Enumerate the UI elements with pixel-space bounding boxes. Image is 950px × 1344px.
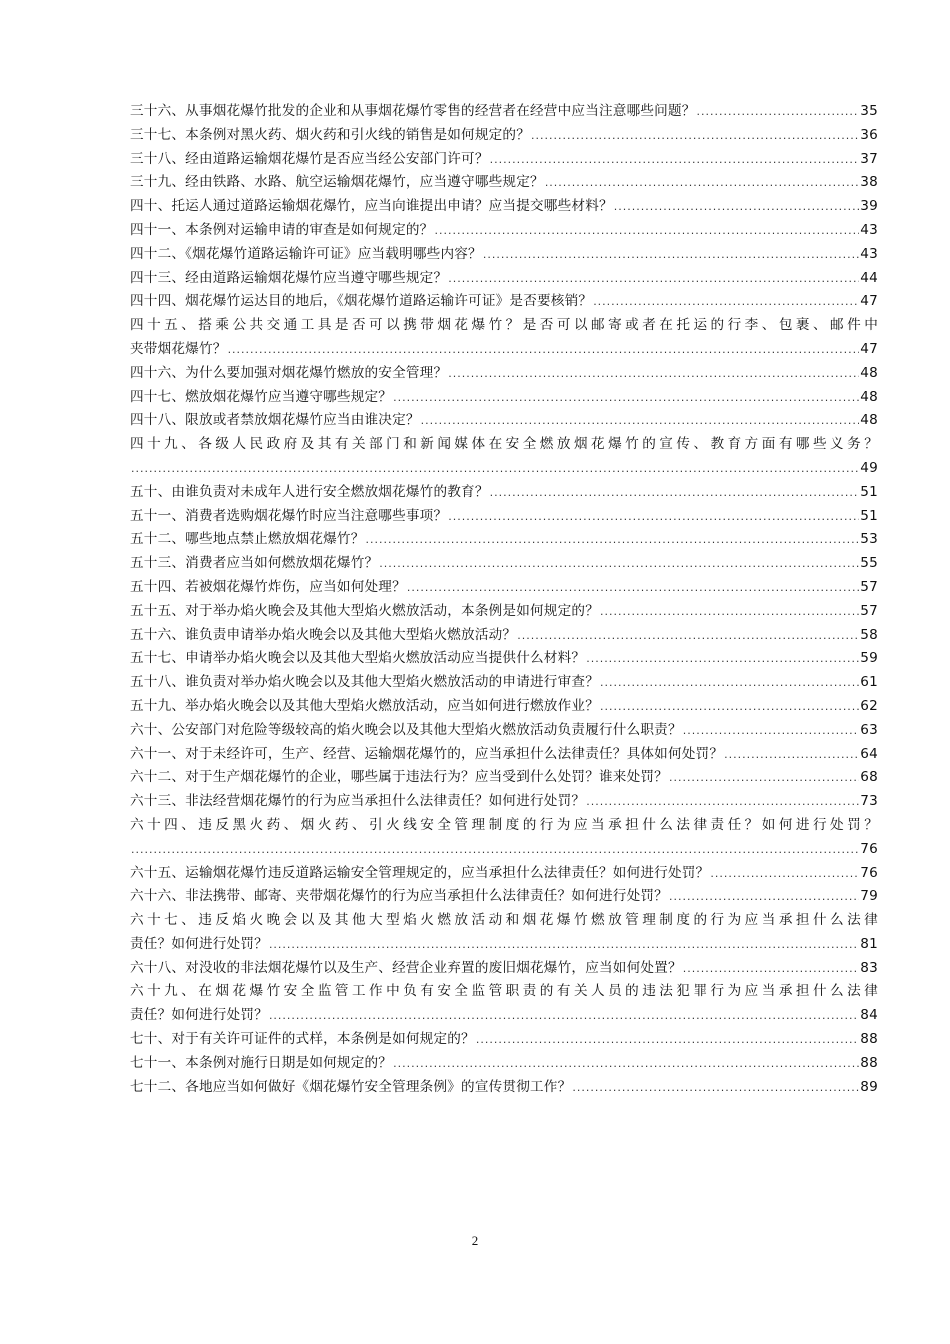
- toc-page-number: 76: [860, 864, 878, 881]
- dot-leader: [269, 933, 859, 957]
- toc-page-number: 68: [860, 769, 878, 786]
- toc-entry[interactable]: [130, 100, 878, 124]
- dot-leader: [669, 885, 859, 909]
- toc-entry-title: 三十九、经由铁路、水路、航空运输烟花爆竹，应当遵守哪些规定？: [130, 174, 544, 191]
- toc-entry[interactable]: [130, 481, 878, 505]
- toc-entry-title: 六十六、非法携带、邮寄、夹带烟花爆竹的行为应当承担什么法律责任？如何进行处罚？: [130, 888, 668, 905]
- toc-entry-title: 四十、托运人通过道路运输烟花爆竹，应当向谁提出申请？应当提交哪些材料？: [130, 198, 613, 215]
- toc-page-number: 47: [860, 293, 878, 310]
- dot-leader: [434, 219, 859, 243]
- dot-leader: [600, 600, 859, 624]
- toc-page-number: 63: [860, 721, 878, 738]
- toc-entry-title: 四十六、为什么要加强对烟花爆竹燃放的安全管理？: [130, 364, 448, 381]
- toc-entry-title: 五十六、谁负责申请举办焰火晚会以及其他大型焰火燃放活动？: [130, 626, 517, 643]
- toc-entry-title: 六十三、非法经营烟花爆竹的行为应当承担什么法律责任？如何进行处罚？: [130, 793, 586, 810]
- toc-entry[interactable]: [130, 409, 878, 433]
- toc-entry-title: 三十八、经由道路运输烟花爆竹是否应当经公安部门许可？: [130, 150, 489, 167]
- toc-entry-title: 五十八、谁负责对举办焰火晚会以及其他大型焰火燃放活动的申请进行审查？: [130, 674, 599, 691]
- toc-entry-title-line1: 六十四、违反黑火药、烟火药、引火线安全管理制度的行为应当承担什么法律责任？如何进行处罚？: [130, 816, 878, 833]
- toc-entry[interactable]: [130, 171, 878, 195]
- toc-entry[interactable]: [130, 290, 878, 314]
- toc-page-number: 73: [860, 793, 878, 810]
- toc-page-number: 57: [860, 602, 878, 619]
- toc-page-number: 48: [860, 388, 878, 405]
- toc-entry[interactable]: [130, 671, 878, 695]
- toc-entry[interactable]: [130, 1052, 878, 1076]
- dot-leader: [572, 1076, 859, 1100]
- dot-leader: [517, 624, 859, 648]
- toc-page-number: 76: [860, 840, 878, 857]
- toc-entry[interactable]: [130, 980, 878, 1028]
- toc-page-number: 48: [860, 364, 878, 381]
- dot-leader: [476, 1028, 859, 1052]
- toc-page-number: 51: [860, 507, 878, 524]
- toc-entry[interactable]: [130, 576, 878, 600]
- toc-entry[interactable]: [130, 885, 878, 909]
- toc-entry[interactable]: [130, 267, 878, 291]
- toc-entry[interactable]: [130, 528, 878, 552]
- toc-entry[interactable]: [130, 124, 878, 148]
- toc-page-number: 64: [860, 745, 878, 762]
- toc-page-number: 43: [860, 245, 878, 262]
- page-number: 2: [471, 1233, 479, 1248]
- dot-leader: [421, 409, 860, 433]
- toc-page-number: 81: [860, 935, 878, 952]
- toc-page-number: 39: [860, 198, 878, 215]
- toc-entry[interactable]: [130, 909, 878, 957]
- toc-entry[interactable]: [130, 362, 878, 386]
- toc-page-number: 55: [860, 555, 878, 572]
- toc-entry[interactable]: [130, 624, 878, 648]
- toc-page-number: 89: [860, 1078, 878, 1095]
- dot-leader: [448, 505, 859, 529]
- toc-entry-title: 五十、由谁负责对未成年人进行安全燃放烟花爆竹的教育？: [130, 483, 489, 500]
- dot-leader: [131, 457, 859, 481]
- toc-entry[interactable]: [130, 552, 878, 576]
- toc-page-number: 51: [860, 483, 878, 500]
- toc-entry-title: 六十、公安部门对危险等级较高的焰火晚会以及其他大型焰火燃放活动负责履行什么职责？: [130, 721, 682, 738]
- dot-leader: [393, 1052, 859, 1076]
- toc-page-number: 59: [860, 650, 878, 667]
- toc-page-number: 48: [860, 412, 878, 429]
- dot-leader: [483, 243, 859, 267]
- toc-entry-title: 三十六、从事烟花爆竹批发的企业和从事烟花爆竹零售的经营者在经营中应当注意哪些问题？: [130, 103, 696, 119]
- toc-page-number: 58: [860, 626, 878, 643]
- dot-leader: [600, 695, 859, 719]
- toc-entry-title-line1: 六十九、在烟花爆竹安全监管工作中负有安全监管职责的有关人员的违法犯罪行为应当承担什么法律: [130, 983, 878, 1000]
- toc-page-number: 49: [860, 459, 878, 476]
- dot-leader: [600, 671, 859, 695]
- toc-entry[interactable]: [130, 719, 878, 743]
- toc-entry[interactable]: [130, 243, 878, 267]
- toc-entry-title: 五十一、消费者选购烟花爆竹时应当注意哪些事项？: [130, 507, 448, 524]
- toc-entry[interactable]: [130, 314, 878, 362]
- dot-leader: [724, 743, 859, 767]
- dot-leader: [614, 195, 860, 219]
- toc-entry-title-line1: 四十五、搭乘公共交通工具是否可以携带烟花爆竹？是否可以邮寄或者在托运的行李、包裹、邮件中: [130, 317, 878, 334]
- dot-leader: [448, 362, 859, 386]
- dot-leader: [366, 528, 860, 552]
- toc-entry-title: 四十八、限放或者禁放烟花爆竹应当由谁决定？: [130, 412, 420, 429]
- toc-entry[interactable]: [130, 743, 878, 767]
- toc-entry-title: 四十二、《烟花爆竹道路运输许可证》应当载明哪些内容？: [130, 245, 482, 262]
- toc-entry-title: 六十八、对没收的非法烟花爆竹以及生产、经营企业弃置的废旧烟花爆竹，应当如何处置？: [130, 959, 682, 976]
- toc-entry[interactable]: [130, 148, 878, 172]
- toc-entry[interactable]: [130, 814, 878, 862]
- toc-page-number: 53: [860, 531, 878, 548]
- dot-leader: [379, 552, 859, 576]
- table-of-contents: [130, 100, 878, 1099]
- toc-entry[interactable]: [130, 647, 878, 671]
- toc-entry[interactable]: [130, 1076, 878, 1100]
- dot-leader: [683, 957, 860, 981]
- dot-leader: [683, 719, 860, 743]
- dot-leader: [407, 576, 859, 600]
- toc-page-number: 43: [860, 221, 878, 238]
- toc-entry-title: 五十二、哪些地点禁止燃放烟花爆竹？: [130, 531, 365, 548]
- toc-page-number: 35: [860, 103, 878, 119]
- toc-entry[interactable]: [130, 695, 878, 719]
- toc-entry-title: 四十四、烟花爆竹运达目的地后，《烟花爆竹道路运输许可证》是否要核销？: [130, 293, 593, 310]
- toc-entry[interactable]: [130, 219, 878, 243]
- dot-leader: [393, 386, 859, 410]
- toc-entry-title: 五十七、申请举办焰火晚会以及其他大型焰火燃放活动应当提供什么材料？: [130, 650, 586, 667]
- toc-page-number: 37: [860, 150, 878, 167]
- toc-entry[interactable]: [130, 790, 878, 814]
- dot-leader: [593, 290, 859, 314]
- toc-entry-title: 五十五、对于举办焰火晚会及其他大型焰火燃放活动，本条例是如何规定的？: [130, 602, 599, 619]
- toc-entry-title-line1: 六十七、违反焰火晚会以及其他大型焰火燃放活动和烟花爆竹燃放管理制度的行为应当承担什么法律: [130, 912, 878, 929]
- toc-entry[interactable]: [130, 505, 878, 529]
- toc-entry-title: 五十三、消费者应当如何燃放烟花爆竹？: [130, 555, 379, 572]
- toc-entry[interactable]: [130, 195, 878, 219]
- dot-leader: [531, 124, 859, 148]
- toc-entry-title: 五十九、举办焰火晚会以及其他大型焰火燃放活动，应当如何进行燃放作业？: [130, 697, 599, 714]
- toc-entry-title: 夹带烟花爆竹？: [130, 340, 227, 357]
- toc-entry-title: 四十一、本条例对运输申请的审查是如何规定的？: [130, 221, 434, 238]
- toc-entry[interactable]: [130, 766, 878, 790]
- toc-page-number: 38: [860, 174, 878, 191]
- toc-page-number: 57: [860, 578, 878, 595]
- dot-leader: [131, 838, 859, 862]
- toc-page-number: 88: [860, 1054, 878, 1071]
- toc-page-number: 83: [860, 959, 878, 976]
- dot-leader: [669, 766, 859, 790]
- toc-entry[interactable]: [130, 957, 878, 981]
- toc-entry-title: 六十一、对于未经许可，生产、经营、运输烟花爆竹的，应当承担什么法律责任？具体如何处罚？: [130, 745, 724, 762]
- toc-entry-title: 四十三、经由道路运输烟花爆竹应当遵守哪些规定？: [130, 269, 448, 286]
- dot-leader: [697, 100, 860, 124]
- toc-entry-title: 责任？如何进行处罚？: [130, 1007, 268, 1024]
- dot-leader: [586, 647, 859, 671]
- dot-leader: [448, 267, 859, 291]
- dot-leader: [586, 790, 859, 814]
- toc-page-number: 47: [860, 340, 878, 357]
- toc-page-number: 44: [860, 269, 878, 286]
- toc-entry-title: 七十、对于有关许可证件的式样，本条例是如何规定的？: [130, 1031, 475, 1048]
- toc-page-number: 61: [860, 674, 878, 691]
- toc-entry-title: 四十七、燃放烟花爆竹应当遵守哪些规定？: [130, 388, 393, 405]
- toc-page-number: 36: [860, 126, 878, 143]
- toc-entry-title: 责任？如何进行处罚？: [130, 935, 268, 952]
- dot-leader: [228, 338, 860, 362]
- dot-leader: [490, 481, 860, 505]
- toc-entry-title: 六十五、运输烟花爆竹违反道路运输安全管理规定的，应当承担什么法律责任？如何进行处罚？: [130, 864, 710, 881]
- toc-entry-title: 三十七、本条例对黑火药、烟火药和引火线的销售是如何规定的？: [130, 126, 531, 143]
- toc-entry[interactable]: [130, 386, 878, 410]
- dot-leader: [490, 148, 860, 172]
- toc-entry-title: 六十二、对于生产烟花爆竹的企业，哪些属于违法行为？应当受到什么处罚？谁来处罚？: [130, 769, 668, 786]
- toc-entry[interactable]: [130, 862, 878, 886]
- toc-entry[interactable]: [130, 600, 878, 624]
- toc-entry-title: 七十一、本条例对施行日期是如何规定的？: [130, 1054, 393, 1071]
- dot-leader: [545, 171, 859, 195]
- toc-entry-title-line1: 四十九、各级人民政府及其有关部门和新闻媒体在安全燃放烟花爆竹的宣传、教育方面有哪些义务？: [130, 436, 878, 453]
- toc-page-number: 84: [860, 1007, 878, 1024]
- toc-entry-title: 七十二、各地应当如何做好《烟花爆竹安全管理条例》的宣传贯彻工作？: [130, 1078, 572, 1095]
- toc-page-number: 62: [860, 697, 878, 714]
- toc-entry[interactable]: [130, 433, 878, 481]
- toc-page-number: 88: [860, 1031, 878, 1048]
- toc-entry-title: 五十四、若被烟花爆竹炸伤，应当如何处理？: [130, 578, 406, 595]
- toc-entry[interactable]: [130, 1028, 878, 1052]
- toc-page-number: 79: [860, 888, 878, 905]
- dot-leader: [269, 1004, 859, 1028]
- dot-leader: [710, 862, 859, 886]
